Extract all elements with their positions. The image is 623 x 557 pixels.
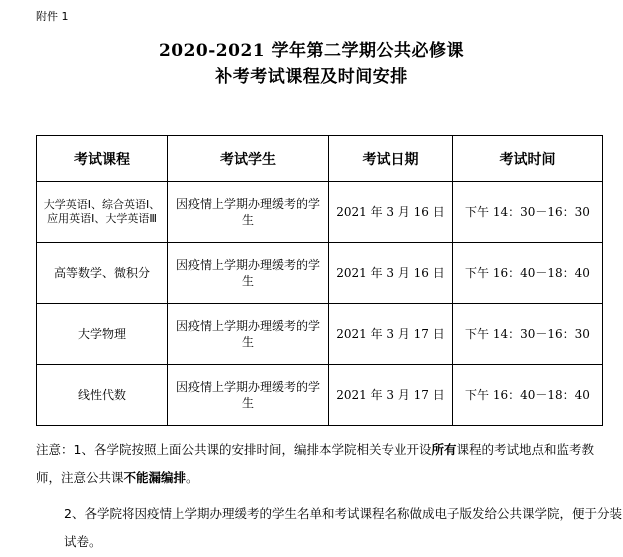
course-cell: 大学物理 [37, 304, 168, 365]
note-1-bold-no-omit: 不能漏编排 [123, 470, 187, 485]
note-1-text-a: 注意：1、各学院按照上面公共课的安排时间，编排本学院相关专业开设 [36, 442, 432, 457]
table-row [37, 243, 603, 304]
note-1-text-b: 课程的考试地点和监考教师，注意公共课 [36, 442, 594, 485]
students-cell: 因疫情上学期办理缓考的学生 [168, 304, 329, 365]
attachment-label: 附件 1 [36, 10, 69, 23]
time-cell: 下午 16：40－18：40 [453, 365, 603, 426]
table-row [37, 365, 603, 426]
time-cell: 下午 14：30－16：30 [453, 304, 603, 365]
students-cell: 因疫情上学期办理缓考的学生 [168, 182, 329, 243]
date-cell: 2021 年 3 月 16 日 [329, 243, 453, 304]
page-title-line1: 2020-2021 学年第二学期公共必修课 [158, 41, 465, 61]
date-cell: 2021 年 3 月 16 日 [329, 182, 453, 243]
course-cell: 线性代数 [37, 365, 168, 426]
date-cell: 2021 年 3 月 17 日 [329, 365, 453, 426]
header-students: 考试学生 [168, 136, 329, 182]
note-1 [36, 436, 606, 492]
table-row [37, 182, 603, 243]
students-cell: 因疫情上学期办理缓考的学生 [168, 365, 329, 426]
date-cell: 2021 年 3 月 17 日 [329, 304, 453, 365]
students-cell: 因疫情上学期办理缓考的学生 [168, 243, 329, 304]
course-cell: 大学英语Ⅰ、综合英语Ⅰ、应用英语Ⅰ、大学英语Ⅲ [37, 182, 168, 243]
header-course: 考试课程 [37, 136, 168, 182]
course-cell: 高等数学、微积分 [37, 243, 168, 304]
time-cell: 下午 16：40－18：40 [453, 243, 603, 304]
header-date: 考试日期 [329, 136, 453, 182]
note-1-text-end: 。 [186, 470, 199, 485]
exam-schedule-table [36, 135, 603, 426]
table-row [37, 304, 603, 365]
time-cell: 下午 14：30－16：30 [453, 182, 603, 243]
note-2: 2、各学院将因疫情上学期办理缓考的学生名单和考试课程名称做成电子版发给公共课学院，便于分装试卷。 [64, 506, 622, 549]
header-time: 考试时间 [453, 136, 603, 182]
table-header-row [37, 136, 603, 182]
note-1-bold-all: 所有 [431, 442, 457, 457]
page-title-line2: 补考考试课程及时间安排 [215, 67, 408, 87]
